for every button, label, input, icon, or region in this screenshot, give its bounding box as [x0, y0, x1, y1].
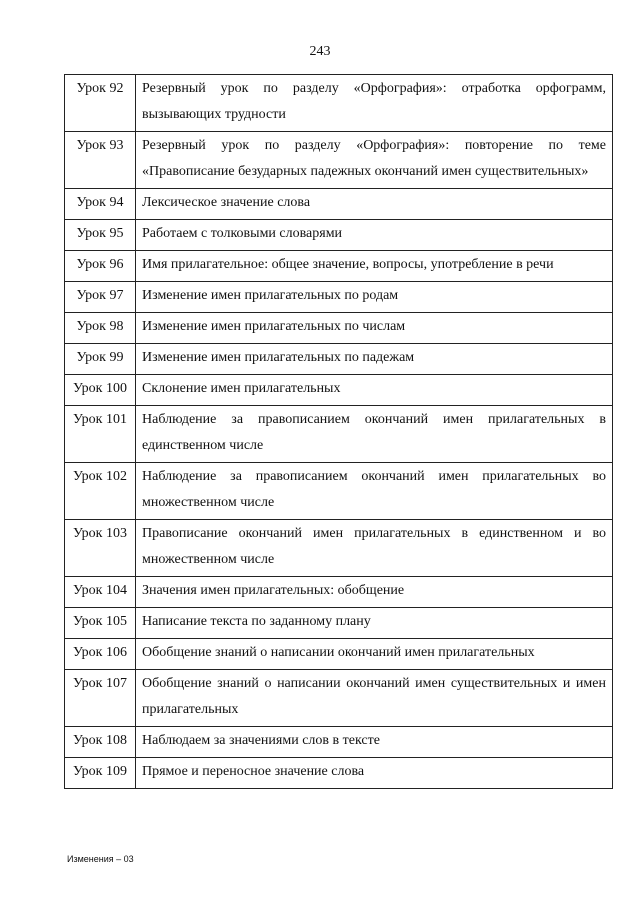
- lesson-topic: Работаем с толковыми словарями: [136, 220, 613, 251]
- table-row: [65, 577, 613, 608]
- lesson-topic: Резервный урок по разделу «Орфография»: отработка орфограмм, вызывающих трудности: [136, 75, 613, 132]
- lesson-number: Урок 100: [65, 375, 136, 406]
- lesson-number: Урок 101: [65, 406, 136, 463]
- lesson-topic: Резервный урок по разделу «Орфография»: повторение по теме «Правописание безударных падежных окончаний имен существительных»: [136, 132, 613, 189]
- lesson-topic: Обобщение знаний о написании окончаний имен прилагательных: [136, 639, 613, 670]
- lesson-topic: Изменение имен прилагательных по числам: [136, 313, 613, 344]
- lesson-topic: Прямое и переносное значение слова: [136, 758, 613, 789]
- page-number: 243: [309, 44, 331, 59]
- lesson-topic: Изменение имен прилагательных по падежам: [136, 344, 613, 375]
- lesson-topic: Лексическое значение слова: [136, 189, 613, 220]
- table-row: [65, 282, 613, 313]
- lesson-topic: Наблюдение за правописанием окончаний имен прилагательных в единственном числе: [136, 406, 613, 463]
- lesson-number: Урок 92: [65, 75, 136, 132]
- lesson-number: Урок 96: [65, 251, 136, 282]
- footer-revision-note: Изменения – 03: [67, 854, 134, 864]
- lesson-topic: Обобщение знаний о написании окончаний имен существительных и имен прилагательных: [136, 670, 613, 727]
- table-row: [65, 670, 613, 727]
- table-row: [65, 344, 613, 375]
- lesson-number: Урок 95: [65, 220, 136, 251]
- lesson-topic: Написание текста по заданному плану: [136, 608, 613, 639]
- table-row: [65, 75, 613, 132]
- table-row: [65, 608, 613, 639]
- table-row: [65, 220, 613, 251]
- lesson-number: Урок 98: [65, 313, 136, 344]
- lesson-topic: Значения имен прилагательных: обобщение: [136, 577, 613, 608]
- lesson-number: Урок 99: [65, 344, 136, 375]
- lesson-topic: Наблюдение за правописанием окончаний имен прилагательных во множественном числе: [136, 463, 613, 520]
- table-row: [65, 189, 613, 220]
- table-row: [65, 727, 613, 758]
- lesson-number: Урок 106: [65, 639, 136, 670]
- table-row: [65, 639, 613, 670]
- lesson-number: Урок 109: [65, 758, 136, 789]
- lesson-number: Урок 94: [65, 189, 136, 220]
- lesson-number: Урок 105: [65, 608, 136, 639]
- lesson-topic: Наблюдаем за значениями слов в тексте: [136, 727, 613, 758]
- lesson-number: Урок 93: [65, 132, 136, 189]
- lessons-table-body: [65, 75, 613, 789]
- table-row: [65, 463, 613, 520]
- lesson-number: Урок 104: [65, 577, 136, 608]
- lesson-number: Урок 97: [65, 282, 136, 313]
- lesson-number: Урок 108: [65, 727, 136, 758]
- lesson-number: Урок 103: [65, 520, 136, 577]
- table-row: [65, 313, 613, 344]
- table-row: [65, 406, 613, 463]
- lesson-number: Урок 107: [65, 670, 136, 727]
- table-row: [65, 375, 613, 406]
- lesson-topic: Правописание окончаний имен прилагательных в единственном и во множественном числе: [136, 520, 613, 577]
- table-row: [65, 758, 613, 789]
- lesson-topic: Имя прилагательное: общее значение, вопросы, употребление в речи: [136, 251, 613, 282]
- table-row: [65, 132, 613, 189]
- lesson-number: Урок 102: [65, 463, 136, 520]
- lesson-topic: Изменение имен прилагательных по родам: [136, 282, 613, 313]
- lesson-topic: Склонение имен прилагательных: [136, 375, 613, 406]
- table-row: [65, 520, 613, 577]
- lessons-table: [64, 74, 613, 789]
- table-row: [65, 251, 613, 282]
